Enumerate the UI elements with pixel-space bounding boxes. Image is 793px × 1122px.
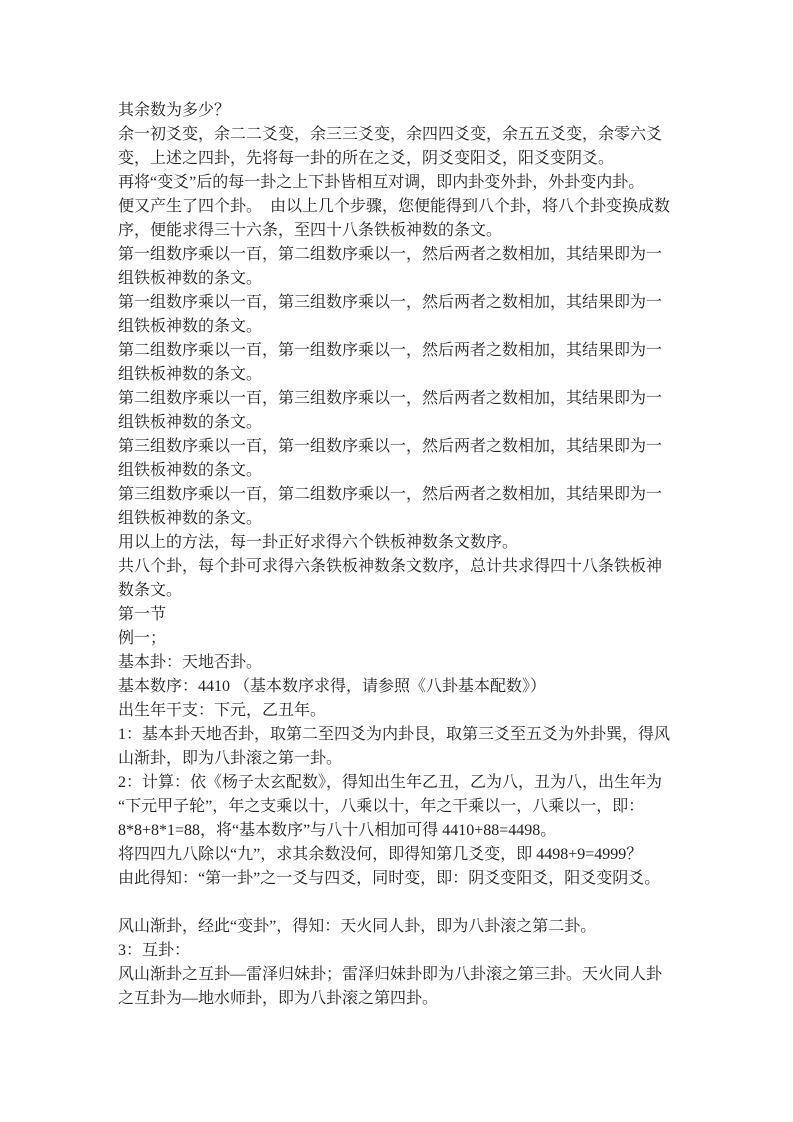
text-line-06: 序，便能求得三十六条，至四十八条铁板神数的条文。 <box>118 222 503 239</box>
text-line-19: 用以上的方法，每一卦正好求得六个铁板神数条文数序。 <box>118 534 519 551</box>
text-line-01: 其余数为多少？ <box>118 102 231 119</box>
text-line-26: 出生年干支：下元，乙丑年。 <box>118 702 327 719</box>
text-line-25: 基本数序：4410 （基本数序求得，请参照《八卦基本配数》） <box>118 678 547 695</box>
text-line-23: 例一； <box>118 630 167 647</box>
text-line-34 <box>118 891 698 915</box>
text-line-36: 3：互卦： <box>118 942 191 959</box>
text-line-20: 共八个卦，每个卦可求得六条铁板神数条文数序，总计共求得四十八条铁板神 <box>118 558 663 575</box>
text-line-10: 组铁板神数的条文。 <box>118 318 263 335</box>
text-line-05: 便又产生了四个卦。 由以上几个步骤，您便能得到八个卦，将八个卦变换成数 <box>118 198 671 215</box>
text-line-12: 组铁板神数的条文。 <box>118 366 263 383</box>
text-line-38: 之互卦为—地水师卦，即为八卦滚之第四卦。 <box>118 990 439 1007</box>
text-line-09: 第一组数序乘以一百，第三组数序乘以一，然后两者之数相加，其结果即为一 <box>118 294 663 311</box>
text-line-32: 将四四九八除以“九”，求其余数没何，即得知第几爻变，即 4498+9=4999？ <box>118 846 643 863</box>
text-line-21: 数条文。 <box>118 582 183 599</box>
text-line-27: 1：基本卦天地否卦，取第二至四爻为内卦艮，取第三爻至五爻为外卦巽，得风 <box>118 726 671 743</box>
text-line-02: 余一初爻变，余二二爻变，余三三爻变，余四四爻变，余五五爻变，余零六爻 <box>118 126 663 143</box>
text-line-22: 第一节 <box>118 606 167 623</box>
page-text <box>118 99 698 1011</box>
text-line-04: 再将“变爻”后的每一卦之上下卦皆相互对调，即内卦变外卦，外卦变内卦。 <box>118 174 645 191</box>
text-line-35: 风山渐卦，经此“变卦”，得知：天火同人卦，即为八卦滚之第二卦。 <box>118 918 597 935</box>
text-line-17: 第三组数序乘以一百，第二组数序乘以一，然后两者之数相加，其结果即为一 <box>118 486 663 503</box>
text-line-29: 2：计算：依《杨子太玄配数》，得知出生年乙丑，乙为八，丑为八，出生年为 <box>118 774 663 791</box>
text-line-18: 组铁板神数的条文。 <box>118 510 263 527</box>
text-line-13: 第二组数序乘以一百，第三组数序乘以一，然后两者之数相加，其结果即为一 <box>118 390 663 407</box>
text-line-37: 风山渐卦之互卦—雷泽归妹卦；雷泽归妹卦即为八卦滚之第三卦。天火同人卦 <box>118 966 663 983</box>
text-line-31: 8*8+8*1=88，将“基本数序”与八十八相加可得 4410+88=4498。 <box>118 822 557 839</box>
text-line-03: 变，上述之四卦，先将每一卦的所在之爻，阴爻变阳爻，阳爻变阴爻。 <box>118 150 615 167</box>
text-line-16: 组铁板神数的条文。 <box>118 462 263 479</box>
text-line-15: 第三组数序乘以一百，第一组数序乘以一，然后两者之数相加，其结果即为一 <box>118 438 663 455</box>
text-line-11: 第二组数序乘以一百，第一组数序乘以一，然后两者之数相加，其结果即为一 <box>118 342 663 359</box>
text-line-33: 由此得知：“第一卦”之一爻与四爻，同时变，即：阴爻变阳爻，阳爻变阴爻。 <box>118 870 661 887</box>
text-line-08: 组铁板神数的条文。 <box>118 270 263 287</box>
text-line-07: 第一组数序乘以一百，第二组数序乘以一，然后两者之数相加，其结果即为一 <box>118 246 663 263</box>
text-line-28: 山渐卦，即为八卦滚之第一卦。 <box>118 750 343 767</box>
text-line-30: “下元甲子轮”，年之支乘以十，八乘以十，年之干乘以一，八乘以一，即： <box>118 798 645 815</box>
text-line-14: 组铁板神数的条文。 <box>118 414 263 431</box>
text-line-24: 基本卦：天地否卦。 <box>118 654 263 671</box>
